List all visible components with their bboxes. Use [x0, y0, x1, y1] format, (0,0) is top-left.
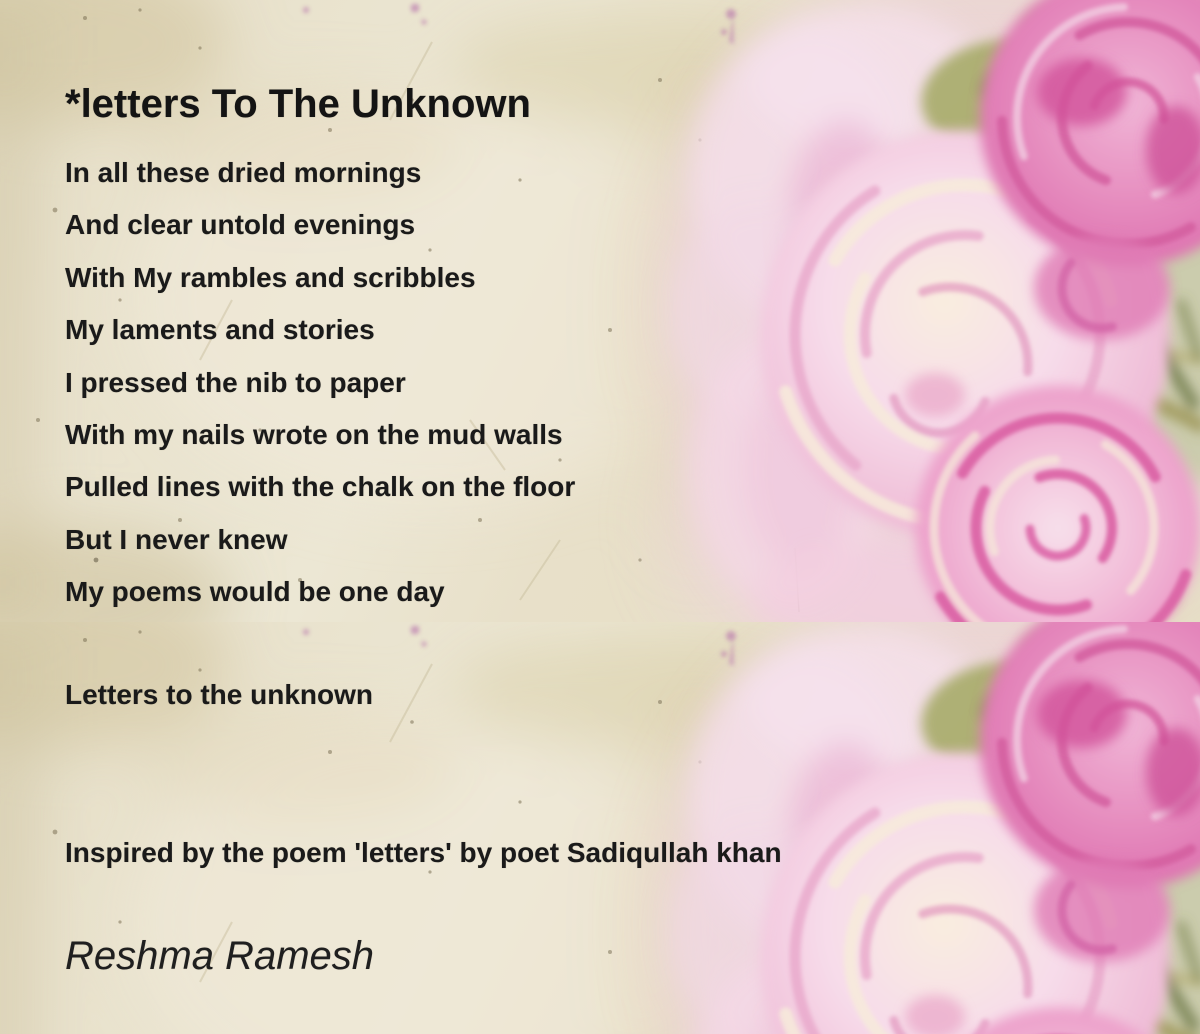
poem-line: In all these dried mornings — [65, 157, 422, 188]
poem-line: I pressed the nib to paper — [65, 366, 406, 398]
poem-line: But I never knew — [65, 523, 288, 555]
poem-line: With my nails wrote on the mud walls — [65, 419, 563, 451]
poem-title: *letters To The Unknown — [65, 81, 531, 126]
poem-dedication-line: Inspired by the poem 'letters' by poet Sadiqullah khan — [65, 837, 782, 868]
poem-refrain-line: Letters to the unknown — [65, 679, 373, 710]
poem-author-signature: Reshma Ramesh — [65, 934, 375, 978]
poem-line: With My rambles and scribbles — [65, 261, 476, 293]
poem-line: And clear untold evenings — [65, 209, 416, 241]
poem-line: My laments and stories — [65, 314, 375, 346]
poem-line: Pulled lines with the chalk on the floor — [65, 471, 576, 503]
poem-stanza — [65, 147, 575, 619]
poem-line: My poems would be one day — [65, 576, 445, 608]
